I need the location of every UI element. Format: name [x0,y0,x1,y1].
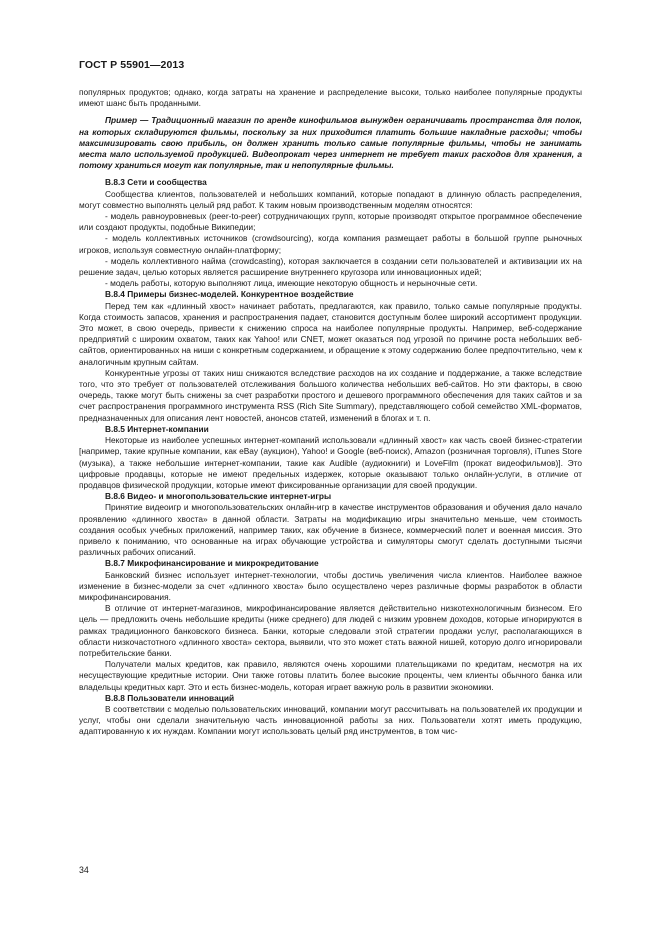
section-heading-b83: В.8.3 Сети и сообщества [105,177,207,188]
standard-number-header: ГОСТ Р 55901—2013 [79,59,185,71]
paragraph: Получатели малых кредитов, как правило, являются очень хорошими плательщиками по кредитам, несмотря на их несуществующие кредитные истории. Они также готовы платить более высокие проценты, чем клиенты обычного банка или владельцы кредитных карт. Это и есть бизнес-модель, которая играет важную роль в развитии экономики. [79,659,582,692]
paragraph: В отличие от интернет-магазинов, микрофинансирование является действительно низкотехнологичным бизнесом. Его цель — предложить очень небольшие кредиты (ниже среднего) для людей с низким уровнем доходов, которые игнорируются в рамках традиционного банковского бизнеса. Банки, которые следовали этой стратегии продажи услуг, располагающихся в области низкочастотного «длинного хвоста» сектора, выявили, что это может стать важной нишей, которую долго игнорировали потребительские банки. [79,603,582,658]
paragraph: Перед тем как «длинный хвост» начинает работать, предлагаются, как правило, только самые популярные продукты. Когда стоимость запасов, хранения и распространения падает, становится доступным более широкий ассортимент продукции. Это может, в свою очередь, привести к снижению спроса на наиболее популярные продукты. Например, веб-содержание предприятий с широким охватом, таких как Yahoo! или CNET, может оказаться под угрозой по причине роста небольших веб-сайтов, ориентированных на ниши с конкретным содержанием, и обращение к этому содержанию более предпочтительно, чем к аналогичным крупным сайтам. [79,300,582,367]
list-item: - модель равноуровневых (peer-to-peer) сотрудничающих групп, которые производят открытое программное обеспечение или создают продукты, подобные Википедии; [79,211,582,233]
paragraph: Некоторые из наиболее успешных интернет-компаний использовали «длинный хвост» как часть своей бизнес-стратегии [например, такие крупные компании, как eBay (аукцион), Yahoo! и Google (веб-поиск), Amazon (розничная торговля), iTunes Store (музыка), а также небольшие интернет-компании, такие как Audible (аудиокниги) и LoveFilm (прокат видеофильмов)]. Это цифровые продавцы, которые не имеют предельных издержек, которые оказывают только онлайн-услуги, в отличие от продавцов физической продукции, которые имеют фиксированные организации для своей продукции. [79,435,582,490]
section-heading-b84: В.8.4 Примеры бизнес-моделей. Конкурентное воздействие [105,289,354,300]
section-heading-b87: В.8.7 Микрофинансирование и микрокредитование [105,558,319,569]
page-number: 34 [79,865,89,875]
continued-paragraph: популярных продуктов; однако, когда затраты на хранение и распределение высоки, только наиболее популярные продукты имеют шанс быть проданными. [79,87,582,109]
section-heading-b85: В.8.5 Интернет-компании [105,423,209,434]
section-heading-b88: В.8.8 Пользователи инноваций [105,692,235,703]
paragraph: В соответствии с моделью пользовательских инноваций, компании могут рассчитывать на пользователей их продукции и услуг, чтобы они сделали значительную часть инновационной работы за них. Пользователи хотят иметь продукцию, адаптированную к их нуждам. Компании могут использовать целый ряд инструментов, в том чис- [79,703,582,737]
paragraph: Банковский бизнес использует интернет-технологии, чтобы достичь увеличения числа клиентов. Наиболее важное изменение в бизнес-модели за счет «длинного хвоста» было осуществлено через различные формы разработок в области микрофинансирования. [79,569,582,602]
list-item: - модель коллективных источников (crowdsourcing), когда компания размещает работы в большой группе рыночных игроков, используя совместную онлайн-платформу; [79,233,582,255]
list-item: - модель работы, которую выполняют лица, имеющие некоторую общность и нерыночные сети. [105,278,478,289]
list-item: - модель коллективного найма (crowdcasting), которая заключается в создании сети пользователей и активизации их на решение задач, целью которых является расширение внутреннего кругозора или инновационных идей; [79,255,582,278]
example-paragraph: Пример — Традиционный магазин по аренде кинофильмов вынужден ограничивать пространства для полок, на которых складируются фильмы, поскольку за них приходится платить большие накладные расходы; чтобы максимизировать свою прибыль, он должен хранить только самые популярные фильмы, чтобы не занимать места мало используемой продукцией. Видеопрокат через интернет не требует таких расходов для хранения, а потому храниться могут как популярные, так и непопулярные фильмы. [79,115,582,171]
section-heading-b86: В.8.6 Видео- и многопользовательские интернет-игры [105,491,332,502]
document-body [79,87,582,738]
paragraph: Конкурентные угрозы от таких ниш снижаются вследствие расходов на их создание и поддержание, а также вследствие того, что это требует от пользователей отслеживания большого количества небольших веб-сайтов. Но эти факторы, в свою очередь, также могут быть снижены за счет разработки простого и дешевого программного обеспечения для таких сайтов и за счет распространения программного инструмента RSS (Rich Site Summary), представляющего собой семейство XML-форматов, предназначенных для описания лент новостей, анонсов статей, изменений в блогах и т. п. [79,367,582,423]
paragraph: Сообщества клиентов, пользователей и небольших компаний, которые попадают в длинную область распределения, могут совместно выполнять целый ряд работ. К таким новым производственным моделям относятся: [79,188,582,210]
paragraph: Принятие видеоигр и многопользовательских онлайн-игр в качестве инструментов образования и обучения дало начало проявлению «длинного хвоста» в данной области. Затраты на модификацию игры значительно меньше, чем стоимость создания особых учебных приложений, например таких, как обучение в бизнесе, коммерческий полет и военная миссия. Это привело к пониманию, что основанные на играх обучающие устройства и симуляторы смогут сделать доступными тысячи различных рабочих описаний. [79,502,582,558]
